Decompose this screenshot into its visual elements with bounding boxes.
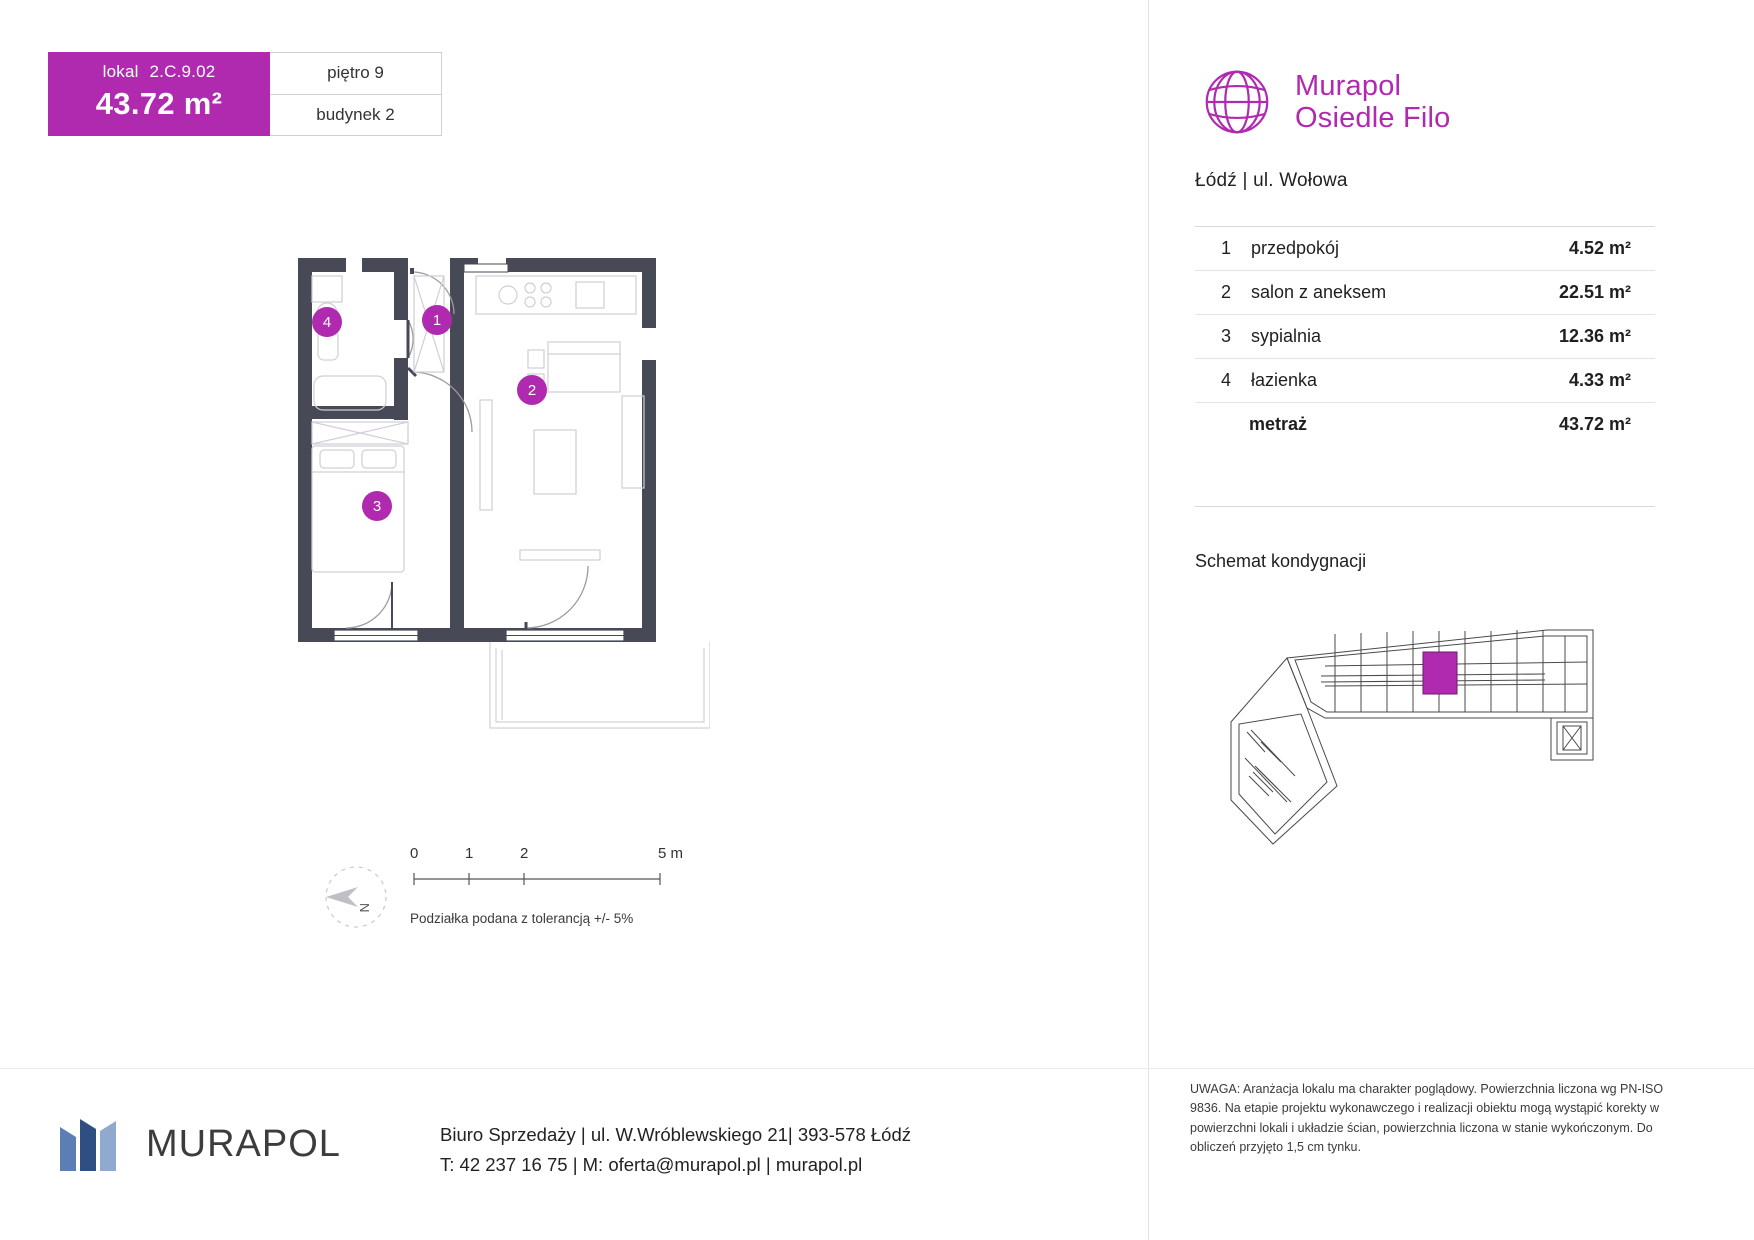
unit-id-label: lokal — [102, 62, 139, 81]
room-area-table — [1195, 227, 1655, 446]
scale-ruler — [414, 873, 660, 885]
room-name: przedpokój — [1249, 227, 1487, 271]
scale-tolerance-note: Podziałka podana z tolerancją +/- 5% — [410, 911, 634, 926]
floor-plan-drawing — [290, 250, 710, 780]
unit-building: budynek 2 — [270, 94, 442, 137]
table-row — [1195, 227, 1655, 271]
total-label: metraż — [1249, 414, 1308, 434]
room-name: salon z aneksem — [1249, 271, 1487, 315]
table-row — [1195, 271, 1655, 315]
murapol-wordmark: MURAPOL — [146, 1122, 341, 1165]
unit-badge-primary — [48, 52, 270, 136]
unit-badge-meta — [270, 52, 442, 136]
brand-text — [1295, 70, 1451, 135]
company-logo — [58, 1115, 341, 1173]
compass-north-label: N — [357, 903, 372, 913]
brand-line-1: Murapol — [1295, 69, 1402, 102]
scale-tick-1: 1 — [465, 845, 474, 862]
table-row-total — [1195, 403, 1655, 447]
room-name: łazienka — [1249, 359, 1487, 403]
info-panel — [1195, 60, 1655, 860]
footer-contact — [440, 1120, 911, 1179]
furniture-kitchen — [476, 276, 636, 314]
unit-id-value: 2.C.9.02 — [149, 62, 216, 81]
scale-tick-2: 2 — [520, 845, 529, 862]
floor-schema-svg — [1195, 590, 1625, 860]
room-area: 12.36 m² — [1487, 315, 1655, 359]
project-location: Łódź | ul. Wołowa — [1195, 170, 1348, 191]
footer-divider — [0, 1068, 1754, 1069]
panel-divider — [1148, 0, 1149, 1240]
floor-schema-title: Schemat kondygnacji — [1195, 551, 1367, 571]
room-marker-4: 4 — [312, 307, 342, 337]
footer-phone-email: T: 42 237 16 75 | M: oferta@murapol.pl | murapol.pl — [440, 1153, 863, 1175]
room-number: 1 — [1195, 227, 1249, 271]
room-name: sypialnia — [1249, 315, 1487, 359]
footer-address: Biuro Sprzedaży | ul. W.Wróblewskiego 21| 393-578 Łódź — [440, 1124, 911, 1145]
room-area: 4.33 m² — [1487, 359, 1655, 403]
scale-bar — [318, 845, 738, 955]
room-marker-2: 2 — [517, 375, 547, 405]
unit-area-value: 43.72 m² — [95, 86, 223, 121]
brand-line-2: Osiedle Filo — [1295, 102, 1451, 134]
table-row — [1195, 359, 1655, 403]
unit-floor: piętro 9 — [270, 52, 442, 94]
balcony-outline — [490, 642, 710, 728]
room-area: 22.51 m² — [1487, 271, 1655, 315]
furniture-bedroom — [312, 422, 408, 572]
room-number: 4 — [1195, 359, 1249, 403]
unit-badge — [48, 52, 442, 136]
floor-plan-svg — [290, 250, 710, 780]
highlighted-unit — [1423, 652, 1457, 694]
room-marker-1: 1 — [422, 305, 452, 335]
room-number: 3 — [1195, 315, 1249, 359]
furniture-bathroom — [312, 276, 386, 410]
room-marker-3: 3 — [362, 491, 392, 521]
doors — [346, 268, 588, 630]
divider-bottom — [1195, 506, 1655, 507]
table-row — [1195, 315, 1655, 359]
scale-tick-end: 5 m — [658, 845, 684, 862]
globe-sphere-icon — [1195, 60, 1279, 144]
scale-tick-0: 0 — [410, 845, 419, 862]
total-area: 43.72 m² — [1558, 414, 1631, 434]
total-spacer — [1195, 403, 1249, 447]
murapol-mark-icon — [58, 1115, 132, 1173]
windows — [334, 264, 624, 641]
unit-id-row — [103, 62, 216, 82]
room-area: 4.52 m² — [1487, 227, 1655, 271]
disclaimer-note: UWAGA: Aranżacja lokalu ma charakter poglądowy. Powierzchnia liczona wg PN-ISO 9836. Na etapie projektu wykonawczego i realizacji obiektu mogą wystąpić korekty w powierzchni lokali i układzie ścian, powierzchnia liczona w stanie wykończonym. Do obliczeń przyjęto 1,5 cm tynku. — [1190, 1082, 1664, 1155]
brand-block — [1195, 60, 1655, 144]
room-number: 2 — [1195, 271, 1249, 315]
floor-schema — [1195, 590, 1625, 860]
compass-icon — [326, 867, 386, 927]
furniture-living — [480, 342, 644, 560]
